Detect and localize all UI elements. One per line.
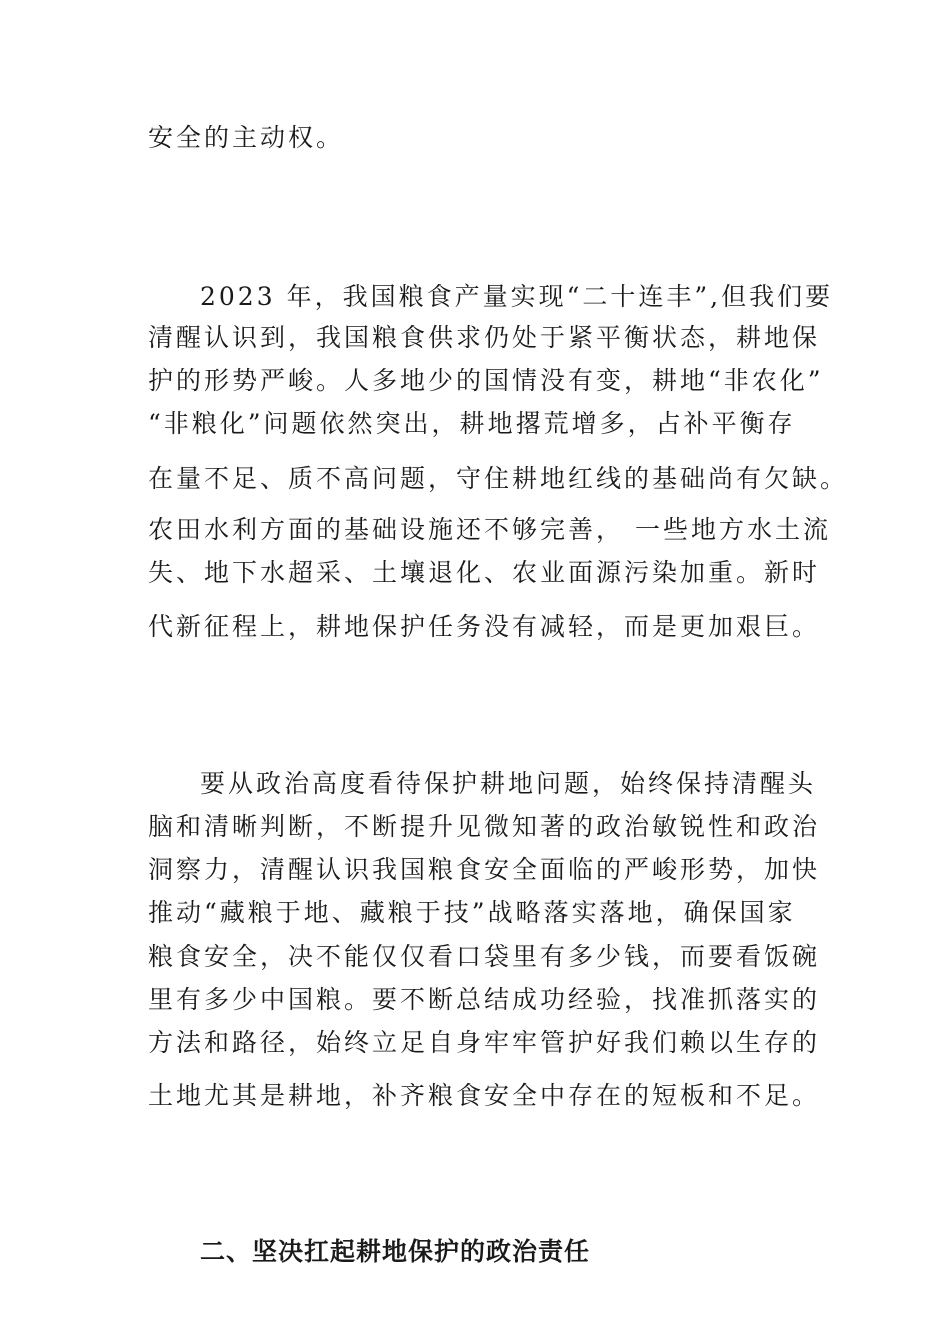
text-line: 脑和清晰判断，不断提升见微知著的政治敏锐性和政治 [148,812,821,841]
text-line: 2023 年，我国粮食产量实现“二十连丰”,但我们要 [200,282,834,311]
text-line: 在量不足、质不高问题，守住耕地红线的基础尚有欠缺。 [148,464,849,493]
text-line: 方法和路径，始终立足自身牢牢管护好我们赖以生存的 [148,1028,821,1057]
text-line: 代新征程上，耕地保护任务没有减轻，而是更加艰巨。 [148,612,821,641]
text-line: 推动“藏粮于地、藏粮于技”战略落实落地，确保国家 [148,898,796,927]
section-heading: 二、坚决扛起耕地保护的政治责任 [200,1237,591,1266]
text-line: 护的形势严峻。人多地少的国情没有变，耕地“非农化” [148,366,824,395]
text-line: 里有多少中国粮。要不断总结成功经验，找准抓落实的 [148,985,821,1014]
text-line: “非粮化”问题依然突出，耕地撂荒增多，占补平衡存 [148,409,796,438]
text-line: 要从政治高度看待保护耕地问题，始终保持清醒头 [200,769,817,798]
text-line: 洞察力，清醒认识我国粮食安全面临的严峻形势，加快 [148,855,821,884]
text-line: 粮食安全，决不能仅仅看口袋里有多少钱，而要看饭碗 [148,942,821,971]
text-line: 安全的主动权。 [148,123,345,152]
text-line: 失、地下水超采、土壤退化、农业面源污染加重。新时 [148,558,821,587]
text-line: 土地尤其是耕地，补齐粮食安全中存在的短板和不足。 [148,1081,821,1110]
text-line: 清醒认识到，我国粮食供求仍处于紧平衡状态，耕地保 [148,323,821,352]
text-line: 农田水利方面的基础设施还不够完善， 一些地方水土流 [148,515,831,544]
